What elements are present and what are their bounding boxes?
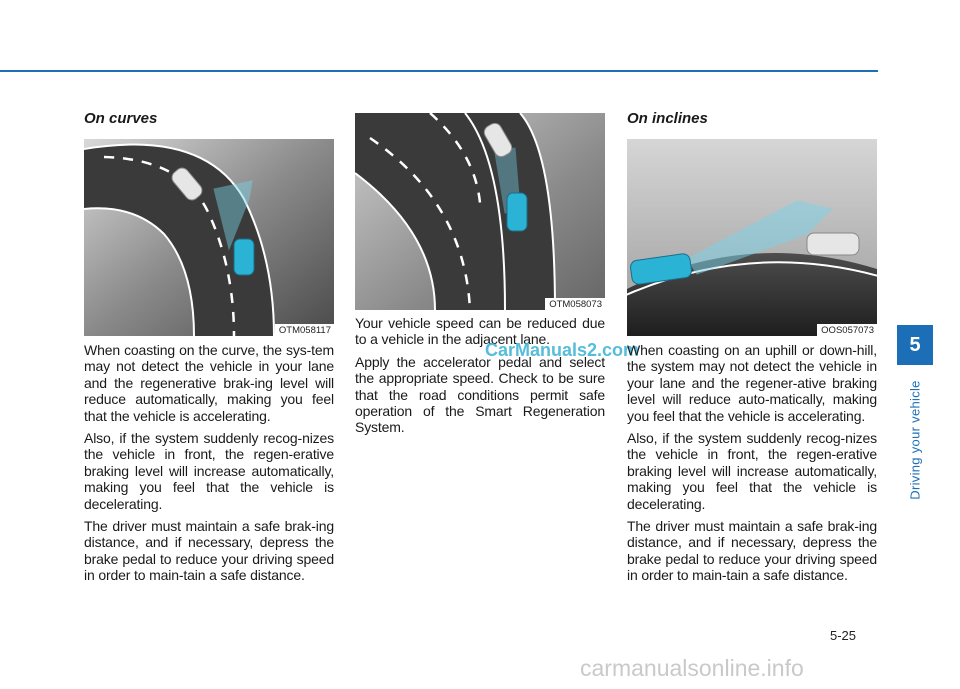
paragraph: Also, if the system suddenly recog-nizes the vehicle in front, the regen-erative braking level will increase automatically, making you feel that the vehicle is decelerating.	[627, 430, 877, 512]
text-block-curves	[84, 342, 334, 590]
paragraph: Apply the accelerator pedal and select the appropriate speed. Check to be sure that the road conditions permit safe operation of the Smart Regeneration System.	[355, 353, 605, 436]
own-car	[507, 193, 527, 231]
chapter-tab: 5	[897, 325, 933, 365]
paragraph: The driver must maintain a safe brak-ing distance, and if necessary, depress the brake pedal to reduce your driving speed in order to main-tain a safe distance.	[84, 518, 334, 584]
paragraph: Also, if the system suddenly recog-nizes the vehicle in front, the regen-erative braking level will increase automatically, making you feel that the vehicle is decelerating.	[84, 430, 334, 512]
figure-curves	[84, 139, 334, 336]
top-rule	[0, 70, 878, 72]
figure-inclines	[627, 139, 877, 336]
section-heading-curves: On curves	[84, 110, 158, 127]
chapter-title: Driving your vehicle	[907, 380, 923, 500]
paragraph: When coasting on an uphill or down-hill, the system may not detect the vehicle in your lane and the regener-ative braking level will reduce auto-matically, making you feel that the vehicle is accelerating.	[627, 342, 877, 424]
figure-label: OTM058117	[275, 324, 334, 336]
section-heading-inclines: On inclines	[627, 110, 708, 127]
footer-watermark: carmanualsonline.info	[580, 655, 804, 681]
text-block-adjacent-lane	[355, 315, 605, 442]
paragraph: The driver must maintain a safe brak-ing distance, and if necessary, depress the brake pedal to reduce your driving speed in order to main-tain a safe distance.	[627, 518, 877, 584]
figure-adjacent-lane	[355, 113, 605, 310]
own-car	[234, 239, 254, 275]
curve-road-illustration	[84, 139, 334, 336]
incline-illustration	[627, 139, 877, 336]
text-block-inclines	[627, 342, 877, 590]
watermark: CarManuals2.com	[485, 340, 640, 360]
adjacent-lane-illustration	[355, 113, 605, 310]
page-number: 5-25	[830, 628, 857, 643]
front-car	[807, 233, 859, 255]
paragraph: Your vehicle speed can be reduced due to a vehicle in the adjacent lane.	[355, 315, 605, 348]
figure-label: OTM058073	[545, 298, 605, 310]
figure-label: OOS057073	[817, 324, 877, 336]
paragraph: When coasting on the curve, the sys-tem may not detect the vehicle in your lane and the regenerative brak-ing level will reduce automatically, making you feel that the vehicle is accelerating.	[84, 342, 334, 424]
